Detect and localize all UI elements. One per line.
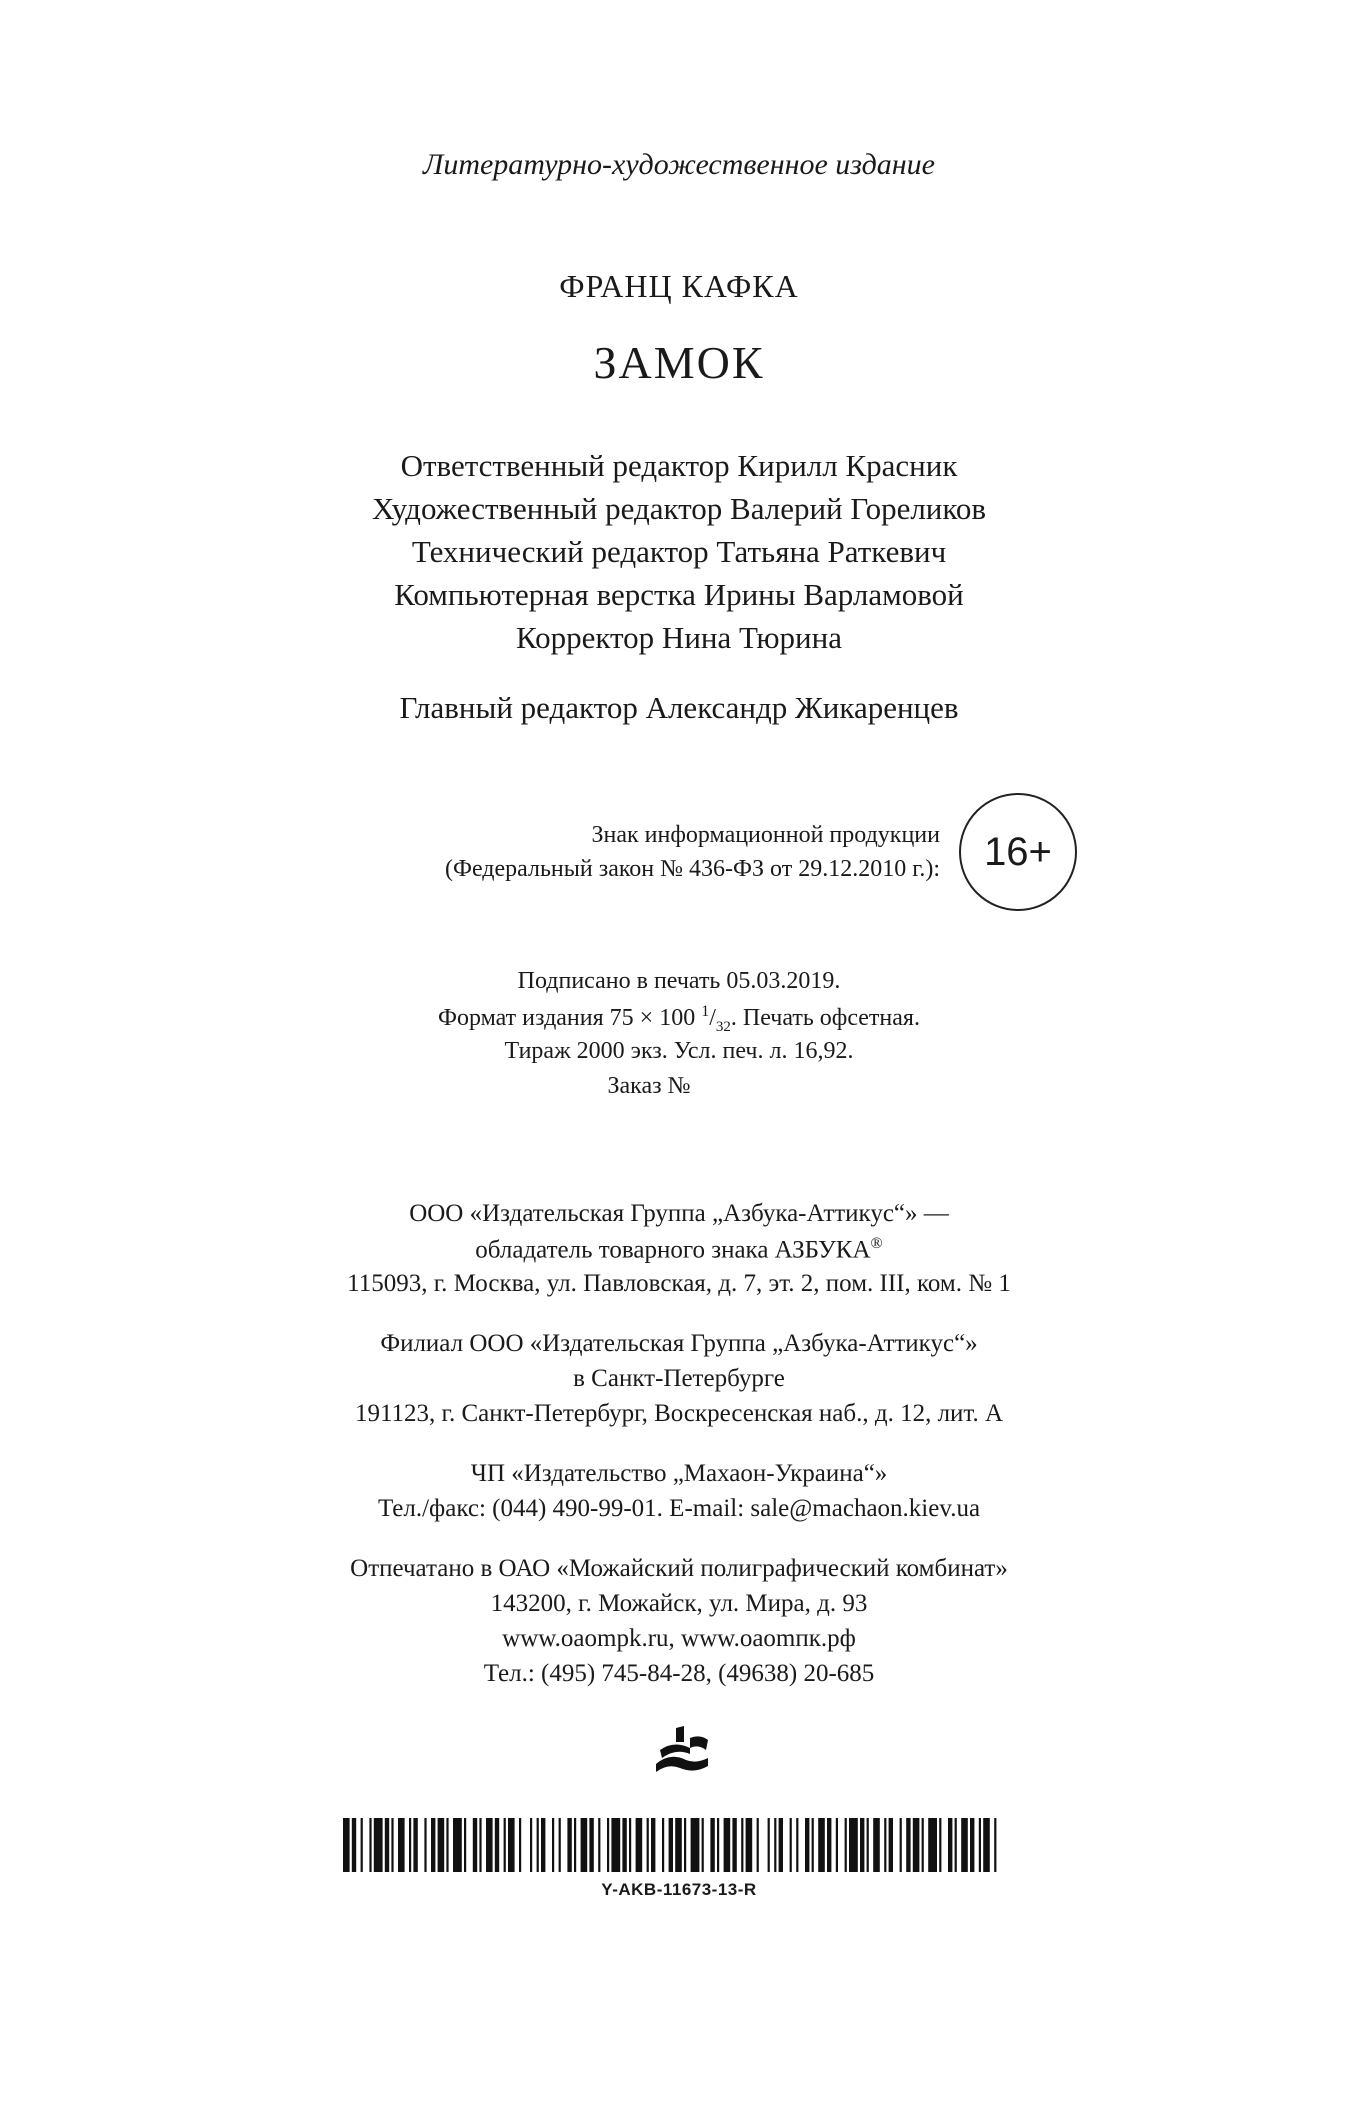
barcode-bar <box>757 1818 759 1872</box>
printer-address: 143200, г. Можайск, ул. Мира, д. 93 <box>490 1590 868 1617</box>
barcode-bar <box>453 1818 462 1872</box>
branch-line1: Филиал ООО «Издательская Группа „Азбука-Аттикус“» <box>380 1330 978 1357</box>
barcode-text: Y-AKB-11673-13-R <box>601 1880 757 1899</box>
barcode-bar <box>724 1818 731 1872</box>
barcode-bar <box>651 1818 655 1872</box>
staff-line-technical-editor: Технический редактор Татьяна Раткевич <box>411 534 947 569</box>
barcode-bar <box>928 1818 937 1872</box>
barcode-bar <box>900 1818 902 1872</box>
barcode-bar <box>537 1818 539 1872</box>
publisher-address: 115093, г. Москва, ул. Павловская, д. 7, эт. 2, пом. III, ком. № 1 <box>347 1270 1011 1297</box>
barcode-bar <box>611 1818 620 1872</box>
barcode-bar <box>647 1818 649 1872</box>
barcode-bar <box>530 1818 532 1872</box>
barcode-bar <box>352 1818 356 1872</box>
publisher-line2-text: обладатель товарного знака АЗБУКА <box>475 1236 871 1264</box>
barcode-bar <box>385 1818 389 1872</box>
barcode-bar <box>867 1818 869 1872</box>
barcode-bar <box>636 1818 643 1872</box>
barcode-bar <box>906 1818 910 1872</box>
printer-phones: Тел.: (495) 745-84-28, (49638) 20-685 <box>483 1660 875 1687</box>
barcode-bar <box>849 1818 858 1872</box>
barcode-bar <box>622 1818 626 1872</box>
barcode-bar <box>827 1818 831 1872</box>
book-title: ЗАМОК <box>593 337 765 388</box>
barcode-bar <box>629 1818 631 1872</box>
barcode-bar <box>796 1818 798 1872</box>
barcode-bar <box>913 1818 920 1872</box>
barcode-bar <box>691 1818 700 1872</box>
barcode-bar <box>473 1818 477 1872</box>
barcode-bar <box>343 1818 350 1872</box>
barcode-bar <box>598 1818 600 1872</box>
chief-editor-line: Главный редактор Александр Жикаренцев <box>399 690 959 725</box>
barcode-bar <box>790 1818 792 1872</box>
print-run-line: Тираж 2000 экз. Усл. печ. л. 16,92. <box>504 1038 854 1064</box>
barcode-bar <box>779 1818 783 1872</box>
barcode-bar <box>741 1818 743 1872</box>
trademark-symbol: ® <box>870 1235 883 1252</box>
signed-to-print-line: Подписано в печать 05.03.2019. <box>517 968 841 994</box>
barcode-bar <box>424 1818 426 1872</box>
barcode-bar <box>774 1818 776 1872</box>
branch-address: 191123, г. Санкт-Петербург, Воскресенская наб., д. 12, лит. А <box>354 1400 1004 1427</box>
publisher-line2 <box>0 1235 1358 1264</box>
genre-line: Литературно-художественное издание <box>423 148 935 181</box>
barcode-bar <box>446 1818 448 1872</box>
staff-line-responsible-editor: Ответственный редактор Кирилл Красник <box>400 448 958 483</box>
barcode-bar <box>702 1818 704 1872</box>
age-rating-badge: 16+ <box>959 793 1077 911</box>
barcode-bar <box>541 1818 545 1872</box>
barcode-bar <box>818 1818 825 1872</box>
age-rating-label-line1: Знак информационной продукции <box>591 822 940 848</box>
barcode-bar <box>845 1818 847 1872</box>
barcode-bar <box>684 1818 686 1872</box>
format-slash: / <box>709 1005 716 1031</box>
barcode-bar <box>508 1818 515 1872</box>
barcode-bar <box>836 1818 838 1872</box>
barcode-bar <box>589 1818 593 1872</box>
barcode-bar <box>955 1818 957 1872</box>
barcode-bar <box>398 1818 405 1872</box>
barcode-bar <box>486 1818 493 1872</box>
staff-line-art-editor: Художественный редактор Валерий Гореликов <box>371 491 987 526</box>
ukraine-line1: ЧП «Издательство „Махаон-Украина“» <box>470 1460 888 1487</box>
barcode-bar <box>567 1818 571 1872</box>
barcode-bar <box>361 1818 363 1872</box>
barcode-bar <box>413 1818 417 1872</box>
barcode-bar <box>746 1818 753 1872</box>
barcode-bar <box>669 1818 673 1872</box>
barcode <box>343 1818 1003 1872</box>
barcode-bar <box>768 1818 770 1872</box>
barcode-bar <box>574 1818 576 1872</box>
barcode-bar <box>948 1818 952 1872</box>
barcode-bar <box>495 1818 499 1872</box>
printer-line1: Отпечатано в ОАО «Можайский полиграфический комбинат» <box>350 1555 1008 1582</box>
barcode-bar <box>983 1818 990 1872</box>
ukraine-contacts: Тел./факс: (044) 490-99-01. E-mail: sale@machaon.kiev.ua <box>377 1495 981 1522</box>
format-prefix: Формат издания 75 × 100 <box>438 1005 702 1031</box>
barcode-bar <box>994 1818 996 1872</box>
barcode-bar <box>889 1818 893 1872</box>
printer-logo-icon <box>646 1720 716 1780</box>
barcode-bar <box>369 1818 371 1872</box>
barcode-bar <box>884 1818 886 1872</box>
staff-line-layout: Компьютерная верстка Ирины Варламовой <box>394 577 964 612</box>
barcode-bar <box>710 1818 714 1872</box>
publisher-line1: ООО «Издательская Группа „Азбука-Аттикус“» — <box>409 1200 949 1227</box>
barcode-bar <box>607 1818 609 1872</box>
barcode-bar <box>970 1818 974 1872</box>
barcode-bar <box>675 1818 682 1872</box>
barcode-bar <box>464 1818 466 1872</box>
barcode-bar <box>374 1818 383 1872</box>
age-rating-label-line2: (Федеральный закон № 436-ФЗ от 29.12.2010 г.): <box>444 856 940 882</box>
printer-websites: www.oaompk.ru, www.oaomпк.рф <box>502 1625 856 1652</box>
barcode-bar <box>409 1818 411 1872</box>
barcode-bar <box>717 1818 719 1872</box>
barcode-bar <box>922 1818 924 1872</box>
branch-line2: в Санкт-Петербурге <box>573 1365 785 1392</box>
barcode-bar <box>559 1818 561 1872</box>
staff-line-proofreader: Корректор Нина Тюрина <box>516 620 842 655</box>
barcode-bar <box>961 1818 968 1872</box>
barcode-bar <box>732 1818 736 1872</box>
format-numerator: 1 <box>701 1003 710 1020</box>
barcode-bar <box>552 1818 554 1872</box>
order-line: Заказ № <box>607 1073 691 1099</box>
barcode-bar <box>662 1818 664 1872</box>
format-denominator: 32 <box>715 1018 731 1035</box>
format-suffix: . Печать офсетная. <box>730 1005 920 1031</box>
format-line <box>0 1003 1358 1036</box>
barcode-bar <box>504 1818 506 1872</box>
barcode-bar <box>860 1818 864 1872</box>
author-name: ФРАНЦ КАФКА <box>559 268 799 304</box>
barcode-bar <box>812 1818 814 1872</box>
barcode-bar <box>805 1818 809 1872</box>
barcode-bar <box>979 1818 981 1872</box>
barcode-bar <box>479 1818 481 1872</box>
barcode-bar <box>581 1818 588 1872</box>
barcode-bar <box>519 1818 521 1872</box>
barcode-bar <box>939 1818 941 1872</box>
barcode-bar <box>438 1818 445 1872</box>
barcode-bar <box>391 1818 393 1872</box>
barcode-bar <box>431 1818 435 1872</box>
barcode-bar <box>873 1818 880 1872</box>
